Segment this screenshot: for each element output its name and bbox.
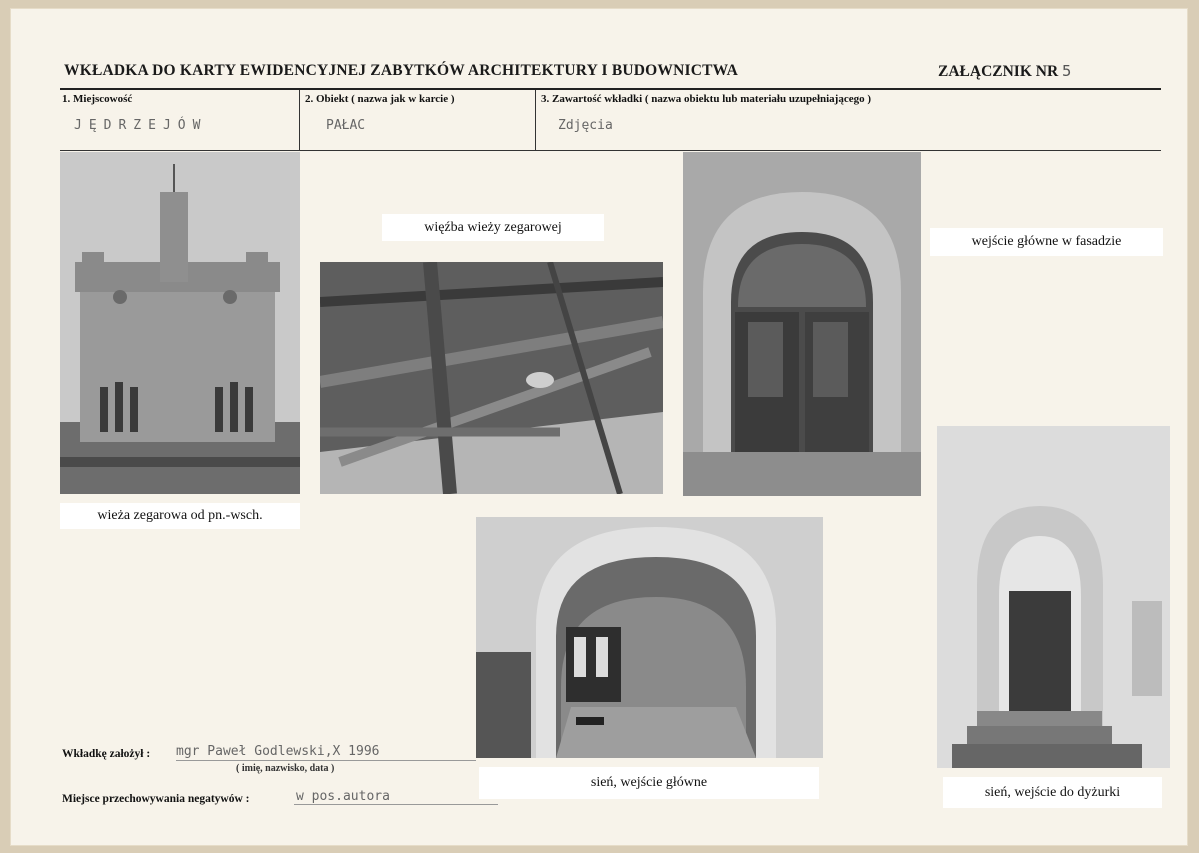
caption-entrance-hall: sień, wejście główne: [479, 767, 819, 799]
locality-value: JĘDRZEJÓW: [74, 118, 208, 133]
caption-lodge-door: sień, wejście do dyżurki: [943, 777, 1162, 808]
storage-label: Miejsce przechowywania negatywów :: [62, 793, 250, 805]
storage-line: [294, 804, 498, 805]
content-value: Zdjęcia: [558, 118, 613, 133]
field-divider: [535, 90, 536, 151]
caption-main-entrance: wejście główne w fasadzie: [930, 228, 1163, 256]
photo-main-entrance: [683, 152, 921, 496]
author-hint: ( imię, nazwisko, data ): [236, 763, 335, 774]
locality-label: 1. Miejscowość: [62, 93, 133, 105]
photo-lodge-door: [937, 426, 1170, 768]
field-divider: [299, 90, 300, 151]
author-value: mgr Paweł Godlewski,X 1996: [176, 744, 380, 759]
annex-number: [938, 62, 1071, 81]
fields-rule: [60, 150, 1161, 151]
document-title: WKŁADKA DO KARTY EWIDENCYJNEJ ZABYTKÓW ARCHITEKTURY I BUDOWNICTWA: [64, 62, 739, 79]
caption-roof-truss: więźba wieży zegarowej: [382, 214, 604, 241]
author-line: [176, 760, 476, 761]
caption-clock-tower: wieża zegarowa od pn.-wsch.: [60, 503, 300, 529]
photo-clock-tower: [60, 152, 300, 494]
object-label: 2. Obiekt ( nazwa jak w karcie ): [305, 93, 455, 105]
header-rule: [60, 88, 1161, 90]
annex-number-value: 5: [1062, 62, 1072, 80]
annex-label: ZAŁĄCZNIK NR: [938, 63, 1059, 80]
object-value: PAŁAC: [326, 118, 366, 133]
photo-entrance-hall: [476, 517, 823, 758]
photo-roof-truss: [320, 262, 663, 494]
author-label: Wkładkę założył :: [62, 748, 151, 760]
content-label: 3. Zawartość wkładki ( nazwa obiektu lub materiału uzupełniającego ): [541, 93, 872, 105]
storage-value: w pos.autora: [296, 789, 390, 804]
